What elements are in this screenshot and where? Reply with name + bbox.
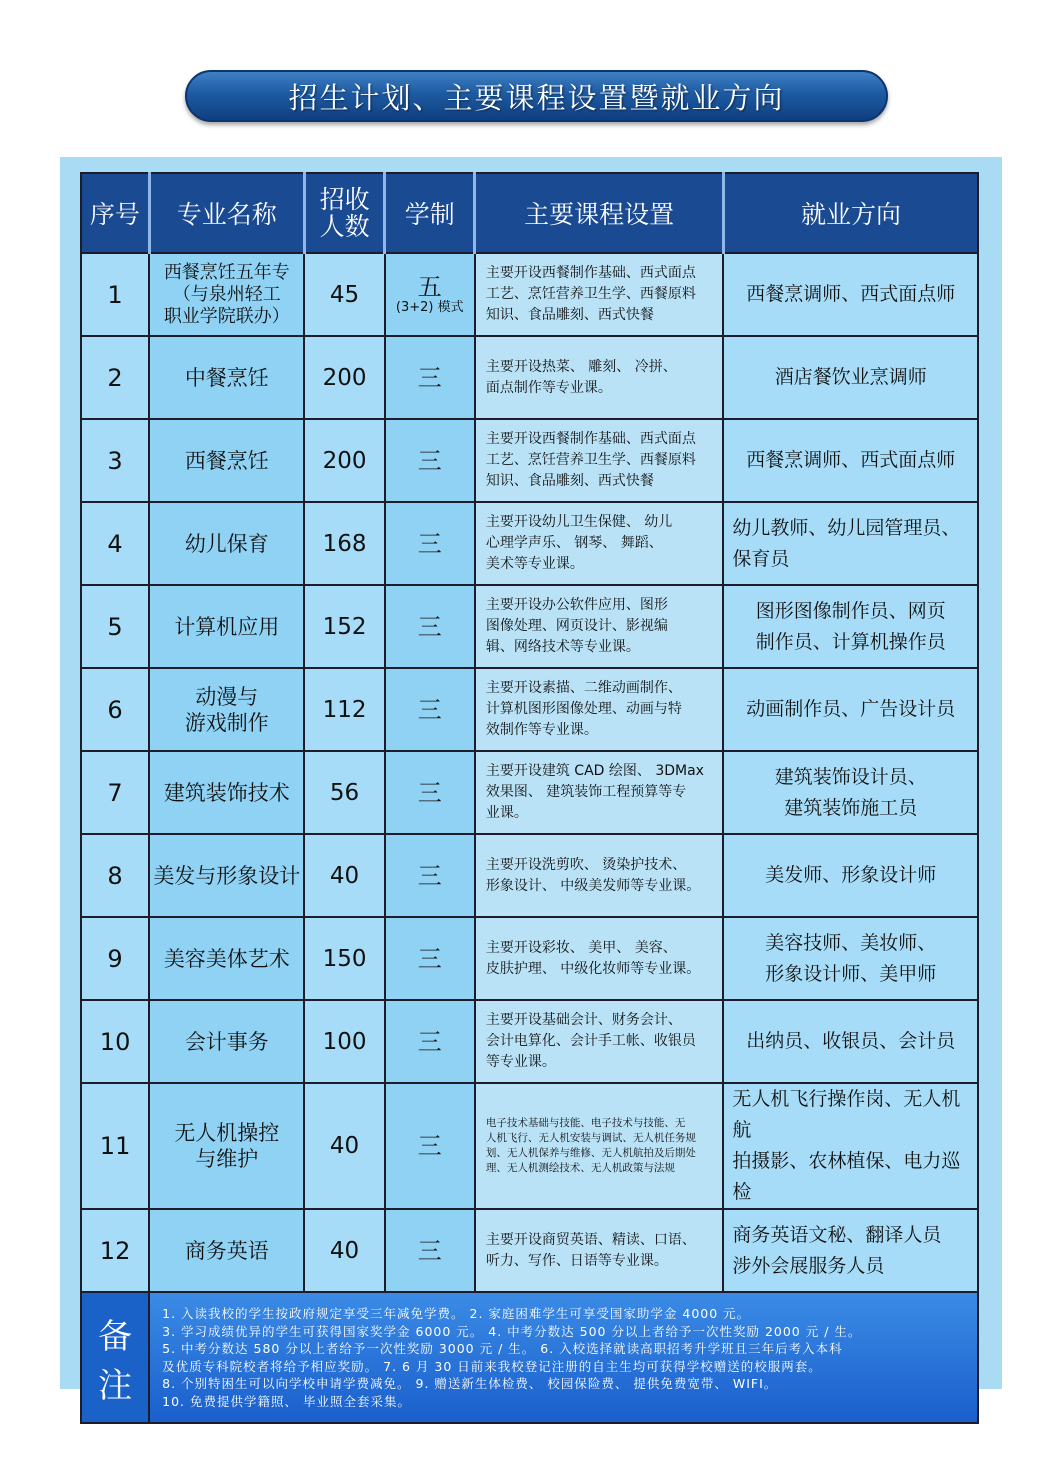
row-major-name: [149, 585, 304, 668]
row-system: [385, 1000, 475, 1083]
note-line: 10. 免费提供学籍照、 毕业照全套采集。: [162, 1393, 411, 1409]
system-value: 三: [417, 529, 442, 558]
course-line: 效制作等专业课。: [485, 722, 598, 738]
row-seq: 10: [81, 1000, 149, 1083]
row-system: [385, 1209, 475, 1292]
course-line: 主要开设幼儿卫生保健、 幼儿: [485, 514, 673, 530]
row-courses: [475, 336, 724, 419]
note-line: 3. 学习成绩优异的学生可获得国家奖学金 6000 元。 4. 中考分数达 500 分以上者给予一次性奖励 2000 元 / 生。: [162, 1323, 862, 1339]
row-system: [385, 502, 475, 585]
note-line: 5. 中考分数达 580 分以上者给予一次性奖励 3000 元 / 生。 6. 入校选择就读高职招考升学班且三年后考入本科: [162, 1341, 843, 1356]
job-line: 制作员、计算机操作员: [755, 630, 946, 653]
row-system: [385, 336, 475, 419]
row-jobs: [723, 668, 978, 751]
course-line: 等专业课。: [485, 1054, 556, 1070]
job-line: 动画制作员、广告设计员: [746, 698, 956, 720]
note-line: 8. 个别特困生可以向学校申请学费减免。 9. 赠送新生体检费、 校园保险费、 提供免费宽带、 WIFI。: [162, 1376, 778, 1391]
course-line: 主要开设素描、二维动画制作、: [485, 680, 682, 696]
system-value: 三: [417, 1027, 442, 1056]
row-courses: [475, 1083, 724, 1209]
job-line: 无人机飞行操作岗、无人机航: [732, 1088, 961, 1141]
row-major-name: [149, 917, 304, 1000]
system-value: 三: [417, 363, 442, 392]
major-name-line: 幼儿保育: [184, 531, 269, 556]
row-major-name: [149, 253, 304, 336]
row-enroll-count: 168: [304, 502, 384, 585]
major-name-line: 中餐烹饪: [184, 365, 269, 390]
row-seq: 11: [81, 1083, 149, 1209]
row-major-name: [149, 419, 304, 502]
major-name-line: 游戏制作: [184, 710, 269, 735]
job-line: 涉外会展服务人员: [732, 1254, 885, 1277]
major-name-line: 美发与形象设计: [153, 863, 301, 888]
job-line: 形象设计师、美甲师: [765, 962, 937, 985]
major-name-line: 西餐烹饪五年专: [163, 261, 290, 283]
table-row: [81, 668, 978, 751]
table-body: [81, 253, 978, 1292]
title-banner: [185, 70, 888, 122]
system-value: 三: [417, 446, 442, 475]
row-enroll-count: 112: [304, 668, 384, 751]
row-jobs: [723, 502, 978, 585]
job-line: 西餐烹调师、西式面点师: [746, 449, 956, 471]
row-seq: 3: [81, 419, 149, 502]
header-system: 学制: [385, 173, 475, 253]
row-system: [385, 585, 475, 668]
row-courses: [475, 668, 724, 751]
job-line: 建筑装饰施工员: [784, 796, 918, 819]
course-line: 会计电算化、会计手工帐、收银员: [485, 1033, 696, 1049]
row-system: [385, 834, 475, 917]
row-enroll-count: 152: [304, 585, 384, 668]
job-line: 拍摄影、农林植保、电力巡检: [732, 1150, 961, 1203]
table-row: [81, 502, 978, 585]
system-value: 五: [417, 272, 442, 301]
job-line: 出纳员、收银员、会计员: [746, 1030, 956, 1052]
row-jobs: [723, 253, 978, 336]
course-line: 知识、食品雕刻、西式快餐: [485, 473, 654, 489]
job-line: 美发师、形象设计师: [765, 864, 937, 886]
row-jobs: [723, 585, 978, 668]
table-header-row: [81, 173, 978, 253]
table-row: [81, 1000, 978, 1083]
row-major-name: [149, 1209, 304, 1292]
major-name-line: 西餐烹饪: [184, 448, 269, 473]
job-line: 幼儿教师、幼儿园管理员、: [732, 516, 961, 539]
row-courses: [475, 1209, 724, 1292]
note-line: 1. 入读我校的学生按政府规定享受三年减免学费。 2. 家庭困难学生可享受国家助学金 4000 元。: [162, 1306, 751, 1321]
row-enroll-count: 150: [304, 917, 384, 1000]
course-line: 皮肤护理、 中级化妆师等专业课。: [485, 960, 701, 977]
row-major-name: [149, 751, 304, 834]
table-row: [81, 253, 978, 336]
row-courses: [475, 253, 724, 336]
row-major-name: [149, 668, 304, 751]
row-system: [385, 419, 475, 502]
major-name-line: 美容美体艺术: [163, 946, 290, 971]
major-name-line: 职业学院联办）: [163, 305, 290, 327]
job-line: 商务英语文秘、翻译人员: [732, 1223, 942, 1246]
course-line: 形象设计、 中级美发师等专业课。: [485, 877, 701, 894]
major-name-line: 建筑装饰技术: [163, 780, 290, 805]
major-name-line: 无人机操控: [174, 1121, 280, 1145]
row-major-name: [149, 336, 304, 419]
row-courses: [475, 1000, 724, 1083]
course-line: 主要开设热菜、 雕刻、 冷拼、: [485, 358, 677, 375]
row-seq: 6: [81, 668, 149, 751]
header-jobs: 就业方向: [723, 173, 978, 253]
header-count-line2: 人数: [319, 212, 370, 241]
table-row: [81, 336, 978, 419]
course-line: 计算机图形图像处理、动画与特: [485, 701, 682, 717]
header-seq: 序号: [81, 173, 149, 253]
table-row: [81, 1209, 978, 1292]
row-major-name: [149, 502, 304, 585]
course-line: 图像处理、网页设计、影视编: [485, 618, 668, 634]
notes-body: [149, 1292, 978, 1423]
course-line: 主要开设洗剪吹、 烫染护技术、: [485, 856, 687, 873]
header-courses: 主要课程设置: [475, 173, 724, 253]
row-jobs: [723, 1083, 978, 1209]
table-row: [81, 834, 978, 917]
job-line: 酒店餐饮业烹调师: [774, 366, 927, 388]
row-enroll-count: 45: [304, 253, 384, 336]
course-line: 人机飞行、无人机安装与调试、无人机任务规: [485, 1132, 696, 1144]
course-line: 美术等专业课。: [485, 556, 584, 572]
table-row: [81, 917, 978, 1000]
row-courses: [475, 502, 724, 585]
header-name: 专业名称: [149, 173, 304, 253]
row-seq: 9: [81, 917, 149, 1000]
job-line: 图形图像制作员、网页: [755, 599, 946, 622]
course-line: 主要开设商贸英语、精读、口语、: [485, 1231, 696, 1248]
row-seq: 7: [81, 751, 149, 834]
header-count-line1: 招收: [319, 185, 370, 214]
system-value: 三: [417, 861, 442, 890]
row-enroll-count: 40: [304, 1209, 384, 1292]
row-jobs: [723, 1209, 978, 1292]
row-jobs: [723, 1000, 978, 1083]
row-courses: [475, 917, 724, 1000]
row-enroll-count: 40: [304, 834, 384, 917]
table-row: [81, 1083, 978, 1209]
table-row: [81, 585, 978, 668]
course-line: 主要开设建筑 CAD 绘图、 3DMax: [485, 763, 704, 779]
row-enroll-count: 200: [304, 336, 384, 419]
row-system: [385, 1083, 475, 1209]
course-line: 主要开设西餐制作基础、西式面点: [485, 265, 696, 281]
row-courses: [475, 751, 724, 834]
row-jobs: [723, 917, 978, 1000]
row-major-name: [149, 1000, 304, 1083]
row-courses: [475, 585, 724, 668]
major-name-line: 与维护: [195, 1147, 259, 1171]
row-system: [385, 751, 475, 834]
row-system: [385, 917, 475, 1000]
table-row: [81, 751, 978, 834]
row-enroll-count: 100: [304, 1000, 384, 1083]
major-name-line: 动漫与: [195, 684, 259, 709]
row-enroll-count: 40: [304, 1083, 384, 1209]
enrollment-table: [80, 172, 979, 1424]
row-courses: [475, 419, 724, 502]
notes-label: 备注: [81, 1292, 149, 1423]
note-line: 及优质专科院校者将给予相应奖励。 7. 6 月 30 日前来我校登记注册的自主生均可获得学校赠送的校服两套。: [162, 1358, 822, 1374]
system-value: 三: [417, 944, 442, 973]
course-line: 电子技术基础与技能、电子技术与技能、无: [485, 1117, 686, 1129]
notes-row: [81, 1292, 978, 1423]
course-line: 业课。: [485, 805, 528, 821]
system-value: 三: [417, 1132, 442, 1160]
row-jobs: [723, 419, 978, 502]
row-major-name: [149, 834, 304, 917]
major-name-line: （与泉州轻工: [172, 283, 281, 305]
row-seq: 1: [81, 253, 149, 336]
row-system: [385, 253, 475, 336]
header-count: [304, 173, 384, 253]
course-line: 工艺、烹饪营养卫生学、西餐原料: [485, 286, 696, 302]
job-line: 西餐烹调师、西式面点师: [746, 283, 956, 305]
course-line: 主要开设办公软件应用、图形: [485, 597, 668, 613]
course-line: 理、无人机测绘技术、无人机政策与法规: [485, 1162, 675, 1174]
course-line: 效果图、 建筑装饰工程预算等专: [485, 784, 687, 800]
row-enroll-count: 56: [304, 751, 384, 834]
major-name-line: 商务英语: [184, 1238, 269, 1263]
course-line: 主要开设彩妆、 美甲、 美容、: [485, 939, 677, 956]
row-courses: [475, 834, 724, 917]
page-title: 招生计划、主要课程设置暨就业方向: [288, 80, 785, 115]
course-line: 面点制作等专业课。: [485, 379, 612, 396]
course-line: 工艺、烹饪营养卫生学、西餐原料: [485, 452, 696, 468]
row-seq: 2: [81, 336, 149, 419]
course-line: 知识、食品雕刻、西式快餐: [485, 307, 654, 323]
row-jobs: [723, 834, 978, 917]
row-jobs: [723, 751, 978, 834]
row-system: [385, 668, 475, 751]
table-row: [81, 419, 978, 502]
row-seq: 8: [81, 834, 149, 917]
job-line: 建筑装饰设计员、: [774, 765, 927, 788]
row-seq: 12: [81, 1209, 149, 1292]
course-line: 主要开设西餐制作基础、西式面点: [485, 431, 696, 447]
system-sub: (3+2) 模式: [395, 299, 464, 315]
row-seq: 5: [81, 585, 149, 668]
course-line: 心理学声乐、 钢琴、 舞蹈、: [485, 535, 663, 551]
course-line: 辑、网络技术等专业课。: [485, 639, 640, 655]
course-line: 听力、写作、日语等专业课。: [485, 1252, 668, 1269]
job-line: 保育员: [732, 547, 790, 570]
row-seq: 4: [81, 502, 149, 585]
major-name-line: 会计事务: [184, 1029, 269, 1054]
major-name-line: 计算机应用: [174, 614, 280, 639]
system-value: 三: [417, 695, 442, 724]
system-value: 三: [417, 778, 442, 807]
row-jobs: [723, 336, 978, 419]
row-major-name: [149, 1083, 304, 1209]
system-value: 三: [417, 1236, 442, 1265]
job-line: 美容技师、美妆师、: [765, 931, 937, 954]
course-line: 主要开设基础会计、财务会计、: [485, 1012, 682, 1028]
row-enroll-count: 200: [304, 419, 384, 502]
system-value: 三: [417, 612, 442, 641]
course-line: 划、无人机保养与维修、无人机航拍及后期处: [485, 1147, 696, 1159]
